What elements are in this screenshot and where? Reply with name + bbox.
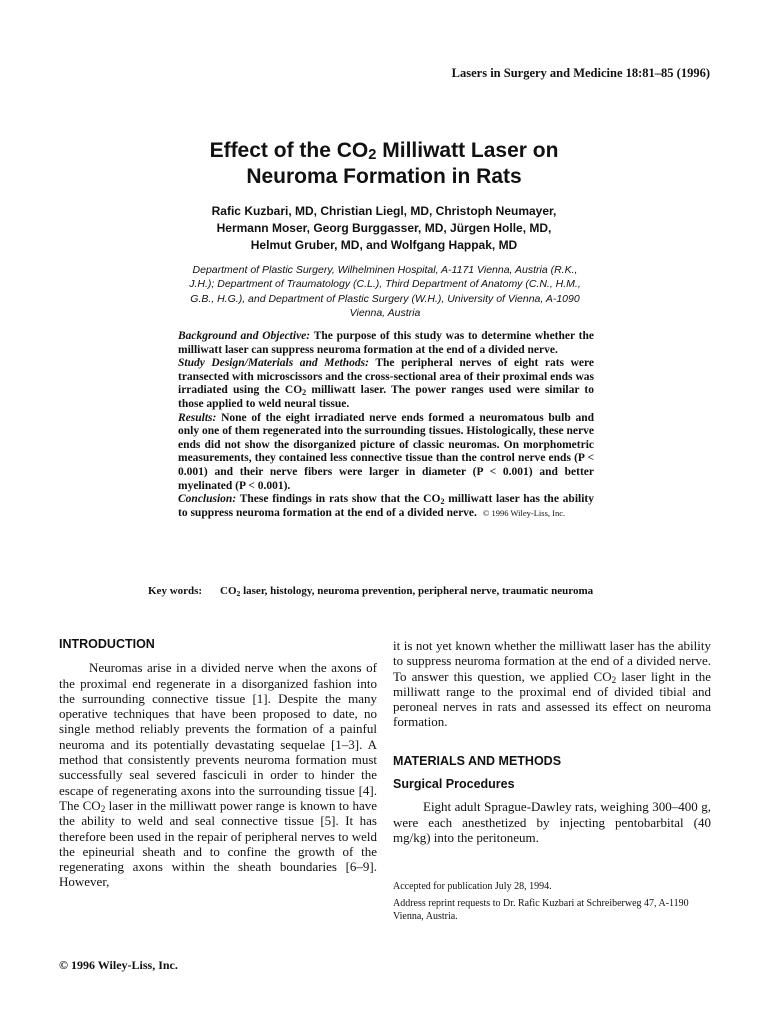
- journal-citation: Lasers in Surgery and Medicine 18:81–85 (1996): [451, 66, 710, 80]
- right-column: [393, 638, 711, 845]
- accepted-note: Accepted for publication July 28, 1994.: [393, 881, 552, 892]
- title-line-2: Neuroma Formation in Rats: [246, 165, 522, 188]
- abstract-methods-label: Study Design/Materials and Methods:: [178, 357, 369, 370]
- footer-copyright: © 1996 Wiley-Liss, Inc.: [59, 958, 178, 972]
- methods-paragraph-1: Eight adult Sprague-Dawley rats, weighing 300–400 g, were each anesthetized by injecting pentobarbital (40 mg/kg) into the peritoneum.: [393, 799, 711, 845]
- article-title: [0, 138, 768, 190]
- introduction-heading: INTRODUCTION: [59, 637, 155, 651]
- affiliations: [150, 263, 620, 321]
- abstract-results-label: Results:: [178, 411, 217, 424]
- author-line-2: Hermann Moser, Georg Burggasser, MD, Jürgen Holle, MD,: [216, 221, 552, 235]
- abstract-results-text: None of the eight irradiated nerve ends formed a neuromatous bulb and only one of them regenerated into the surrounding tissues. Histologically, these nerve ends did not show the disorganized picture of classic neuromas. On morphometric measurements, they contained less connective tissue than the control nerve ends (P < 0.001) and their nerve fibers were larger in diameter (P < 0.001) and better myelinated (P < 0.001).: [178, 411, 595, 492]
- introduction-paragraph-2: it is not yet known whether the milliwatt laser has the ability to suppress neuroma formation at the end of a divided nerve. To answer this question, we applied $CO_2$ laser light in the milliwatt range to the proximal end of divided tibial and peroneal nerves in rats and assessed its effect on neuroma formation.: [393, 638, 712, 730]
- introduction-paragraph-1: Neuromas arise in a divided nerve when the axons of the proximal end regenerate in a disorganized fashion into the surrounding connective tissue [1]. Despite the many operative techniques that have been proposed to date, no single method reliably prevents the formation of a painful neuroma and its potentially devastating sequelae [1–3]. A method that consistently prevents neuroma formation must successfully seal severed fasciculi in order to hinder the escape of regenerating axons into the surrounding tissue [4]. The $CO_2$ laser in the milliwatt power range is known to have the ability to weld and seal connective tissue [5]. It has therefore been used in the repair of peripheral nerves to weld the epineurial sheath and to confine the growth of the regenerating axons within the sheath boundaries [6–9]. However,: [59, 660, 377, 890]
- affiliation-line-2: J.H.); Department of Traumatology (C.L.), Third Department of Anatomy (C.N., H.M.,: [189, 278, 581, 291]
- abstract-conclusion-label: Conclusion:: [178, 493, 237, 506]
- keywords-label: Key words:: [148, 585, 203, 597]
- affiliation-line-3: G.B., H.G.), and Department of Plastic Surgery (W.H.), University of Vienna, A-1090: [190, 292, 580, 305]
- methods-heading: MATERIALS AND METHODS: [393, 753, 562, 768]
- author-line-1: Rafic Kuzbari, MD, Christian Liegl, MD, Christoph Neumayer,: [211, 204, 557, 218]
- abstract-methods: Study Design/Materials and Methods: The peripheral nerves of eight rats were transected with microscissors and the cross-sectional area of their proximal ends was irradiated using the $CO_2$ milliwatt laser. The power ranges used were similar to those applied to weld neural tissue.: [178, 357, 595, 410]
- abstract-background: [178, 330, 594, 357]
- abstract-copyright: © 1996 Wiley-Liss, Inc.: [482, 507, 566, 518]
- affiliation-line-4: Vienna, Austria: [349, 307, 421, 320]
- abstract-results: [178, 412, 594, 494]
- author-list: [0, 203, 768, 254]
- keywords: [148, 585, 638, 599]
- affiliation-line-1: Department of Plastic Surgery, Wilhelminen Hospital, A-1171 Vienna, Austria (R.K.,: [192, 264, 578, 276]
- abstract-background-text: The purpose of this study was to determine whether the milliwatt laser can suppress neuroma formation at the end of a divided nerve.: [178, 330, 594, 356]
- publication-notes: [393, 880, 711, 927]
- reprint-note: Address reprint requests to Dr. Rafic Kuzbari at Schreiberweg 47, A-1190 Vienna, Austria.: [393, 898, 689, 922]
- abstract: [178, 330, 594, 520]
- title-line-1: Effect of the $CO_2$ Milliwatt Laser on: [209, 139, 559, 163]
- left-column: [59, 637, 377, 890]
- abstract-conclusion: Conclusion: These findings in rats show that the $CO_2$ milliwatt laser has the ability to suppress neuroma formation at the end of a divided nerve. © 1996 Wiley-Liss, Inc.: [178, 493, 594, 519]
- author-line-3: Helmut Gruber, MD, and Wolfgang Happak, MD: [250, 238, 518, 252]
- surgical-procedures-heading: Surgical Procedures: [393, 777, 515, 792]
- abstract-background-label: Background and Objective:: [178, 330, 311, 342]
- keywords-list: $CO_2$ laser, histology, neuroma prevention, peripheral nerve, traumatic neuroma: [220, 585, 594, 598]
